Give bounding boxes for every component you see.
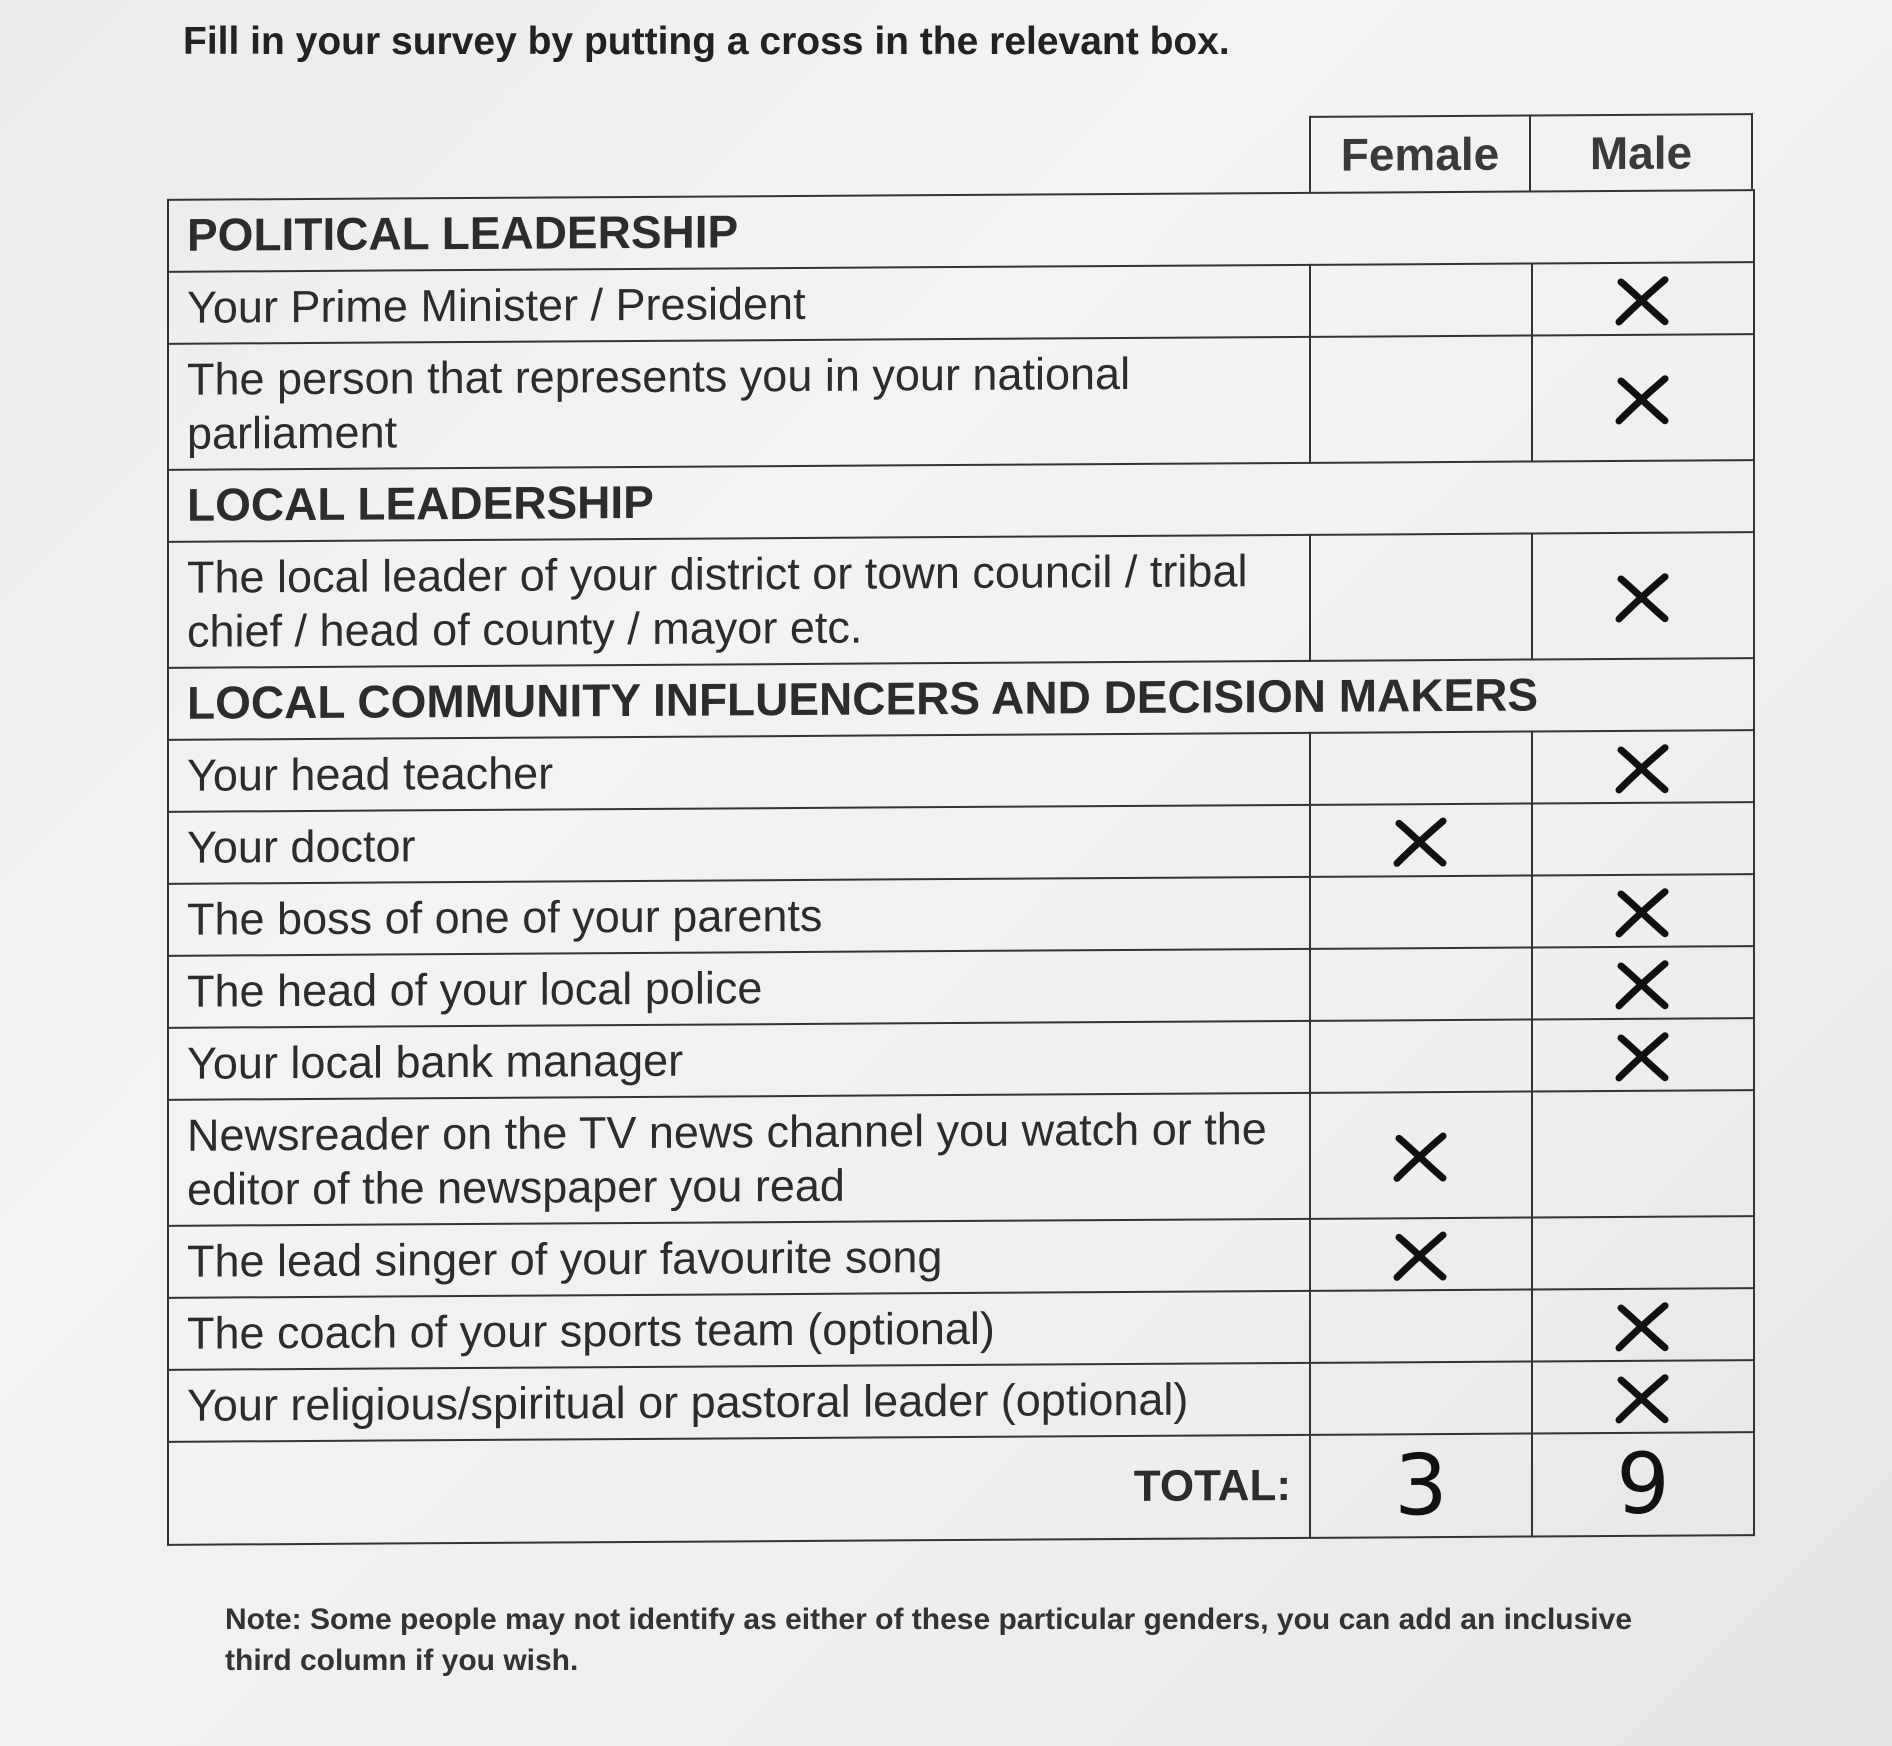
survey-row: [168, 334, 1754, 470]
cross-mark-icon: [1611, 1371, 1675, 1425]
column-header-row: [167, 113, 1753, 199]
cross-mark-icon: [1389, 815, 1453, 869]
male-checkbox[interactable]: [1532, 1360, 1754, 1433]
section-title: LOCAL COMMUNITY INFLUENCERS AND DECISION MAKERS: [168, 658, 1754, 740]
cross-mark-icon: [1611, 957, 1675, 1011]
female-checkbox[interactable]: [1310, 732, 1532, 805]
survey-table: [167, 113, 1753, 1545]
row-label: The lead singer of your favourite song: [168, 1219, 1310, 1298]
cross-mark-icon: [1611, 372, 1675, 426]
section-title: POLITICAL LEADERSHIP: [168, 190, 1754, 272]
section-header: [168, 658, 1754, 740]
male-checkbox[interactable]: [1532, 946, 1754, 1019]
survey-row: [168, 730, 1754, 812]
female-checkbox[interactable]: [1310, 948, 1532, 1021]
cross-mark-icon: [1389, 1130, 1453, 1184]
male-checkbox[interactable]: [1532, 1090, 1754, 1217]
cross-mark-icon: [1611, 570, 1675, 624]
cross-mark-icon: [1389, 1229, 1453, 1283]
row-label: Your religious/spiritual or pastoral leader (optional): [168, 1363, 1310, 1442]
survey-grid: [167, 189, 1755, 1545]
male-checkbox[interactable]: [1532, 730, 1754, 803]
survey-row: [168, 262, 1754, 344]
female-checkbox[interactable]: [1310, 1290, 1532, 1363]
survey-row: [168, 802, 1754, 884]
female-checkbox[interactable]: [1310, 1092, 1532, 1219]
survey-row: [168, 1216, 1754, 1298]
cross-mark-icon: [1611, 1029, 1675, 1083]
male-checkbox[interactable]: [1532, 1216, 1754, 1289]
total-row: [168, 1432, 1754, 1544]
row-label: The person that represents you in your national parliament: [168, 337, 1310, 470]
section-header: [168, 190, 1754, 272]
row-label: The head of your local police: [168, 949, 1310, 1028]
female-column-header: Female: [1309, 115, 1531, 192]
cross-mark-icon: [1611, 741, 1675, 795]
male-total[interactable]: 9: [1532, 1432, 1754, 1536]
female-checkbox[interactable]: [1310, 804, 1532, 877]
row-label: Your doctor: [168, 805, 1310, 884]
male-checkbox[interactable]: [1532, 334, 1754, 461]
cross-mark-icon: [1611, 885, 1675, 939]
row-label: Your Prime Minister / President: [168, 265, 1310, 344]
survey-row: [168, 1288, 1754, 1370]
female-checkbox[interactable]: [1310, 534, 1532, 661]
survey-row: [168, 946, 1754, 1028]
survey-row: [168, 1360, 1754, 1442]
male-checkbox[interactable]: [1532, 532, 1754, 659]
cross-mark-icon: [1611, 273, 1675, 327]
row-label: The coach of your sports team (optional): [168, 1291, 1310, 1370]
male-checkbox[interactable]: [1532, 1018, 1754, 1091]
row-label: The local leader of your district or town council / tribal chief / head of county / mayor etc.: [168, 535, 1310, 668]
cross-mark-icon: [1611, 1299, 1675, 1353]
female-checkbox[interactable]: [1310, 1218, 1532, 1291]
survey-instruction: Fill in your survey by putting a cross in the relevant box.: [183, 20, 1230, 63]
female-checkbox[interactable]: [1310, 876, 1532, 949]
row-label: Newsreader on the TV news channel you watch or the editor of the newspaper you read: [168, 1093, 1310, 1226]
male-checkbox[interactable]: [1532, 874, 1754, 947]
male-column-header: Male: [1531, 113, 1753, 190]
female-total[interactable]: 3: [1310, 1434, 1532, 1538]
row-label: Your local bank manager: [168, 1021, 1310, 1100]
male-checkbox[interactable]: [1532, 1288, 1754, 1361]
section-header: [168, 460, 1754, 542]
survey-row: [168, 874, 1754, 956]
female-checkbox[interactable]: [1310, 1020, 1532, 1093]
male-checkbox[interactable]: [1532, 802, 1754, 875]
row-label: Your head teacher: [168, 733, 1310, 812]
survey-row: [168, 532, 1754, 668]
section-title: LOCAL LEADERSHIP: [168, 460, 1754, 542]
footnote: Note: Some people may not identify as either of these particular genders, you can add an inclusive third column if you wish.: [225, 1603, 1633, 1677]
survey-row: [168, 1090, 1754, 1226]
female-checkbox[interactable]: [1310, 1362, 1532, 1435]
female-checkbox[interactable]: [1310, 264, 1532, 337]
total-label: TOTAL:: [168, 1435, 1310, 1545]
female-checkbox[interactable]: [1310, 336, 1532, 463]
survey-row: [168, 1018, 1754, 1100]
row-label: The boss of one of your parents: [168, 877, 1310, 956]
male-checkbox[interactable]: [1532, 262, 1754, 335]
